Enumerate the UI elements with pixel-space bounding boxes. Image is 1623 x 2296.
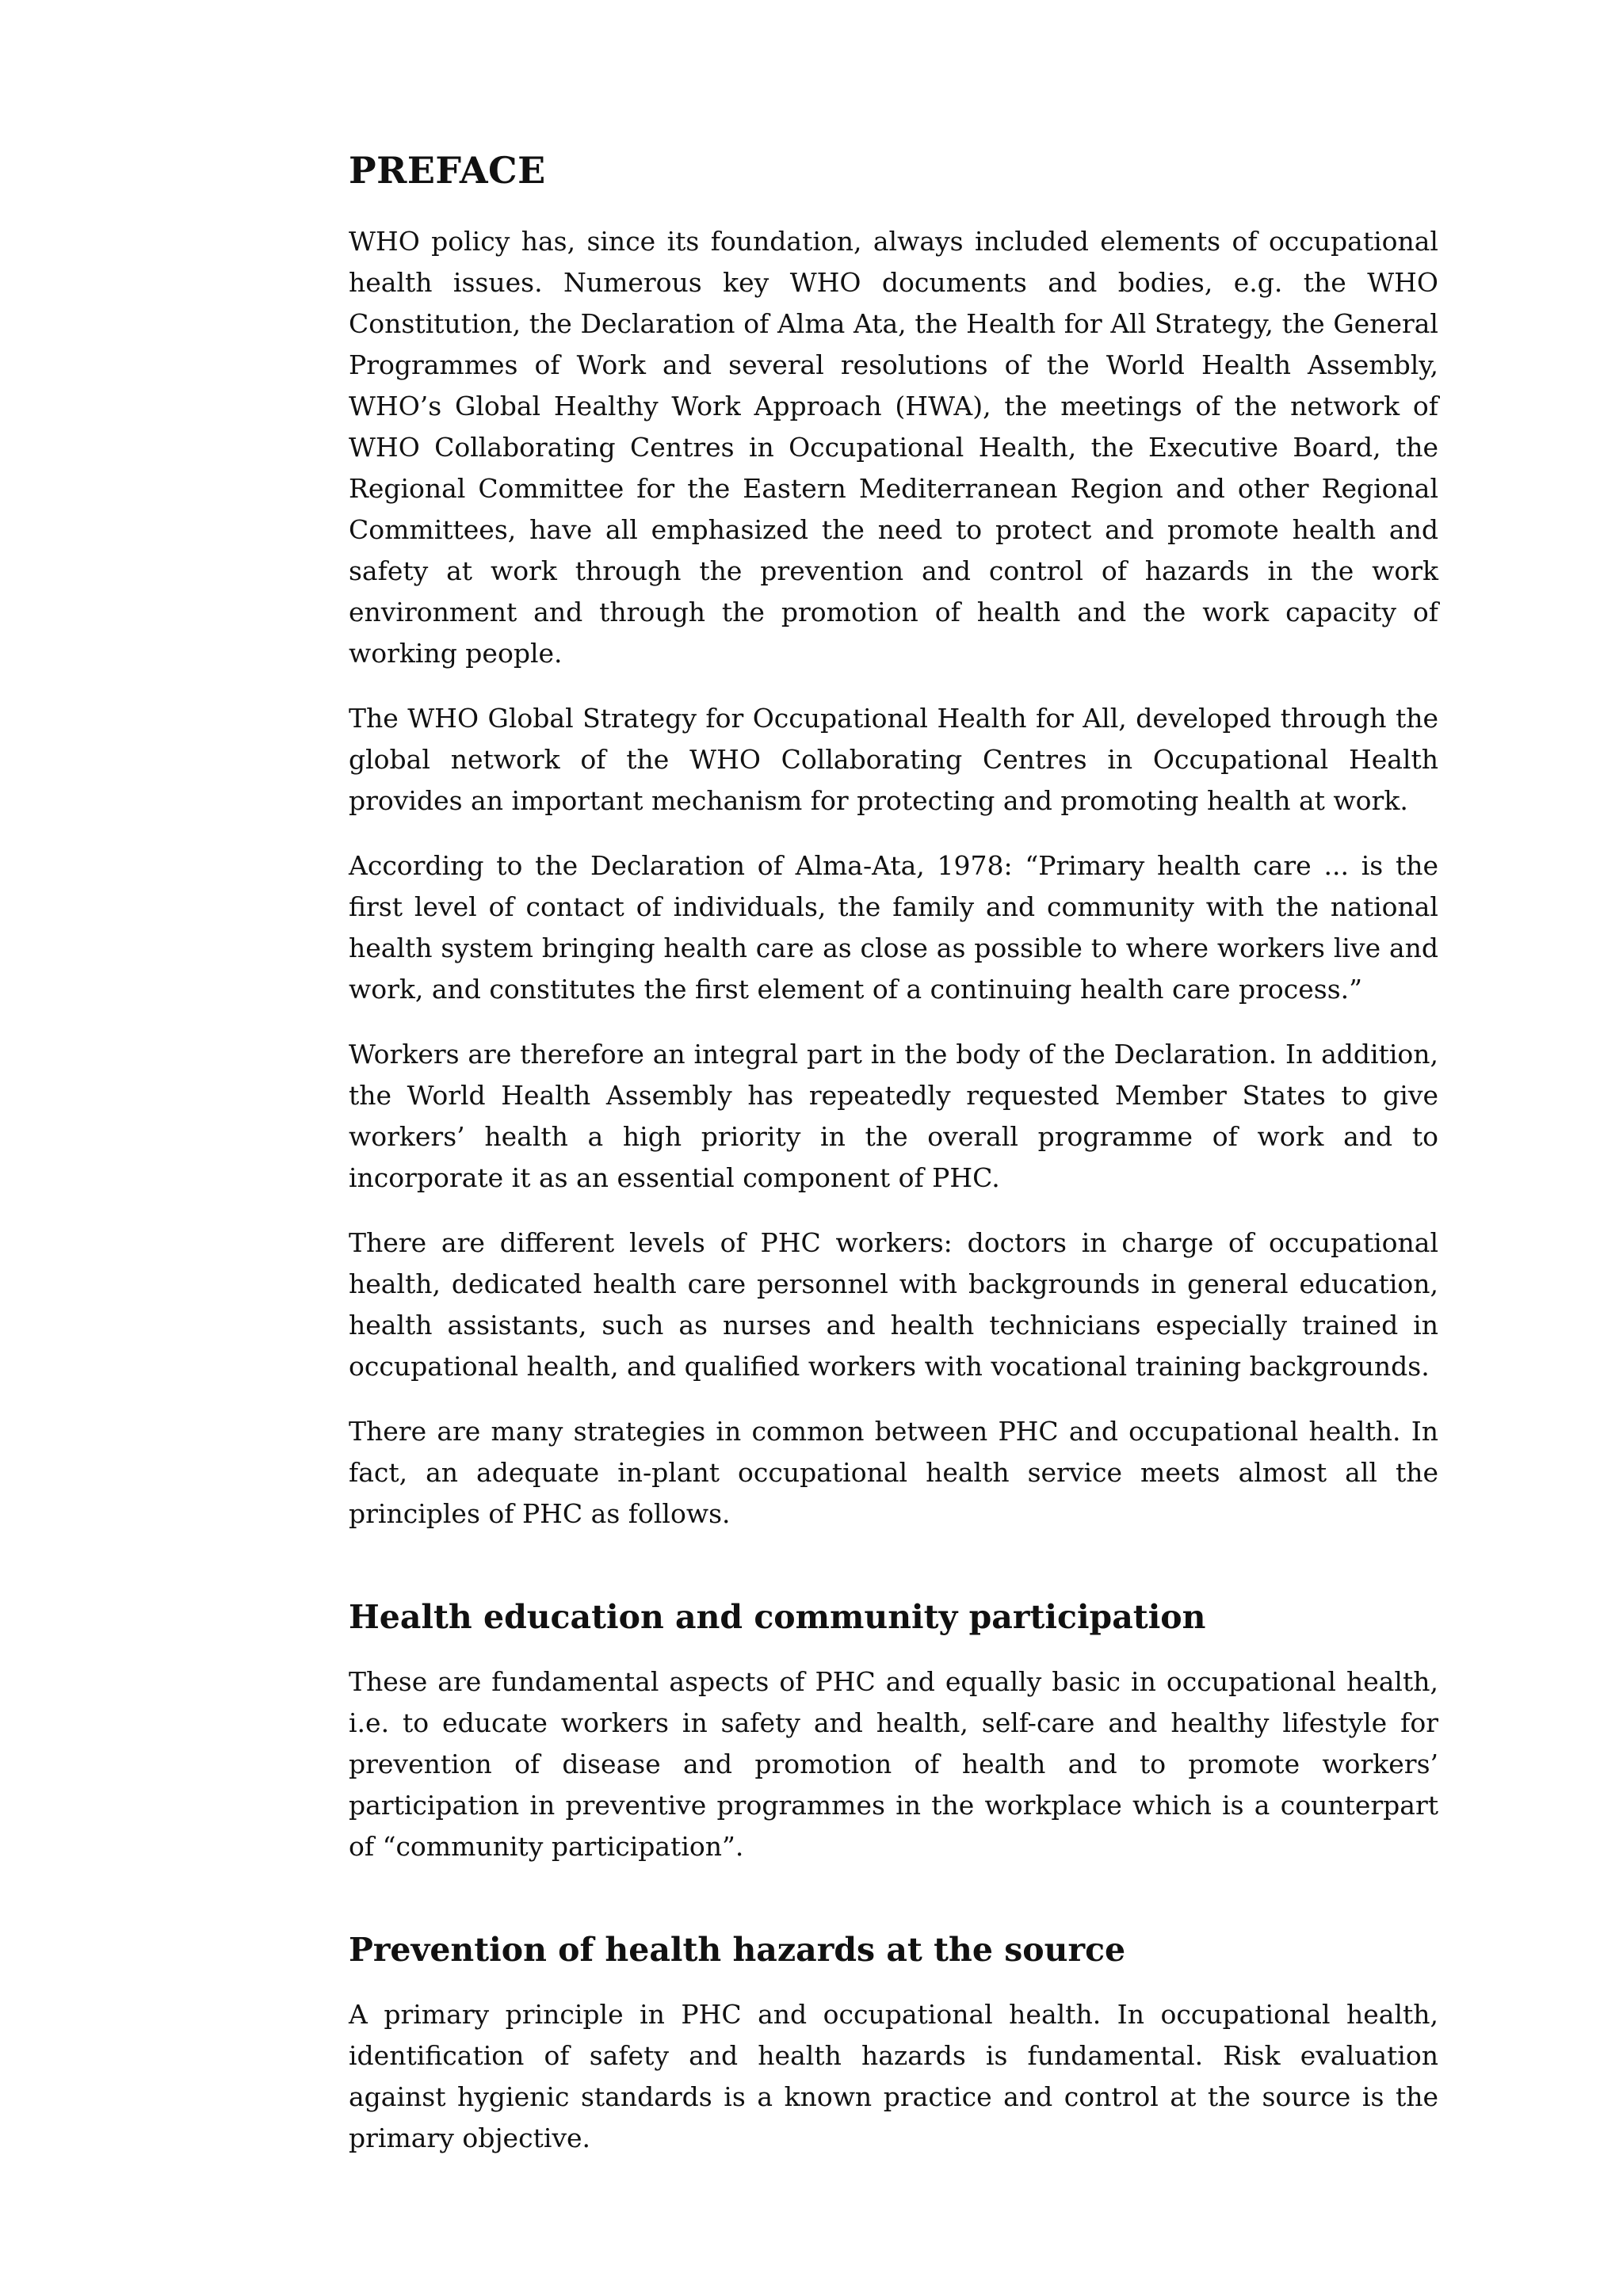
section-paragraph-prevention: A primary principle in PHC and occupational health. In occupational health, identification of safety and health hazards is fundamental. Risk evaluation against hygienic standards is a known practice and control at the source is the primary objective.: [349, 1999, 1438, 2153]
section-spacer: [349, 1891, 1438, 1928]
section-heading-prevention: Prevention of health hazards at the source: [349, 1931, 1126, 1969]
page-title: PREFACE: [349, 149, 546, 192]
preface-paragraph: According to the Declaration of Alma-Ata, 1978: “Primary health care ... is the first level of contact of individuals, the family and community with the national health system bringing health care as close as possible to where workers live and work, and constitutes the first element of a continuing health care process.”: [349, 850, 1438, 1005]
preface-paragraph: There are many strategies in common between PHC and occupational health. In fact, an adequate in-plant occupational health service meets almost all the principles of PHC as follows.: [349, 1416, 1438, 1529]
preface-paragraph: There are different levels of PHC workers: doctors in charge of occupational health, dedicated health care personnel with backgrounds in general education, health assistants, such as nurses and health technicians especially trained in occupational health, and qualified workers with vocational training backgrounds.: [349, 1227, 1438, 1382]
section-heading-health-education: Health education and community participation: [349, 1598, 1206, 1636]
section-paragraph-health-education: These are fundamental aspects of PHC and equally basic in occupational health, i.e. to educate workers in safety and health, self-care and healthy lifestyle for prevention of disease and promotion of health and to promote workers’ participation in preventive programmes in the workplace which is a counterpart of “community participation”.: [349, 1666, 1438, 1862]
preface-paragraph: WHO policy has, since its foundation, always included elements of occupational health issues. Numerous key WHO documents and bodies, e.g. the WHO Constitution, the Declaration of Alma Ata, the Health for All Strategy, the General Programmes of Work and several resolutions of the World Health Assembly, WHO’s Global Healthy Work Approach (HWA), the meetings of the network of WHO Collaborating Centres in Occupational Health, the Executive Board, the Regional Committee for the Eastern Mediterranean Region and other Regional Committees, have all emphasized the need to protect and promote health and safety at work through the prevention and control of hazards in the work environment and through the promotion of health and the work capacity of working people.: [349, 226, 1438, 669]
preface-paragraph: The WHO Global Strategy for Occupational Health for All, developed through the global network of the WHO Collaborating Centres in Occupational Health provides an important mechanism for protecting and promoting health at work.: [349, 703, 1438, 816]
section-spacer: [349, 1558, 1438, 1595]
document-page: [349, 147, 1438, 2183]
preface-paragraph: Workers are therefore an integral part in the body of the Declaration. In addition, the World Health Assembly has repeatedly requested Member States to give workers’ health a high priority in the overall programme of work and to incorporate it as an essential component of PHC.: [349, 1039, 1438, 1193]
